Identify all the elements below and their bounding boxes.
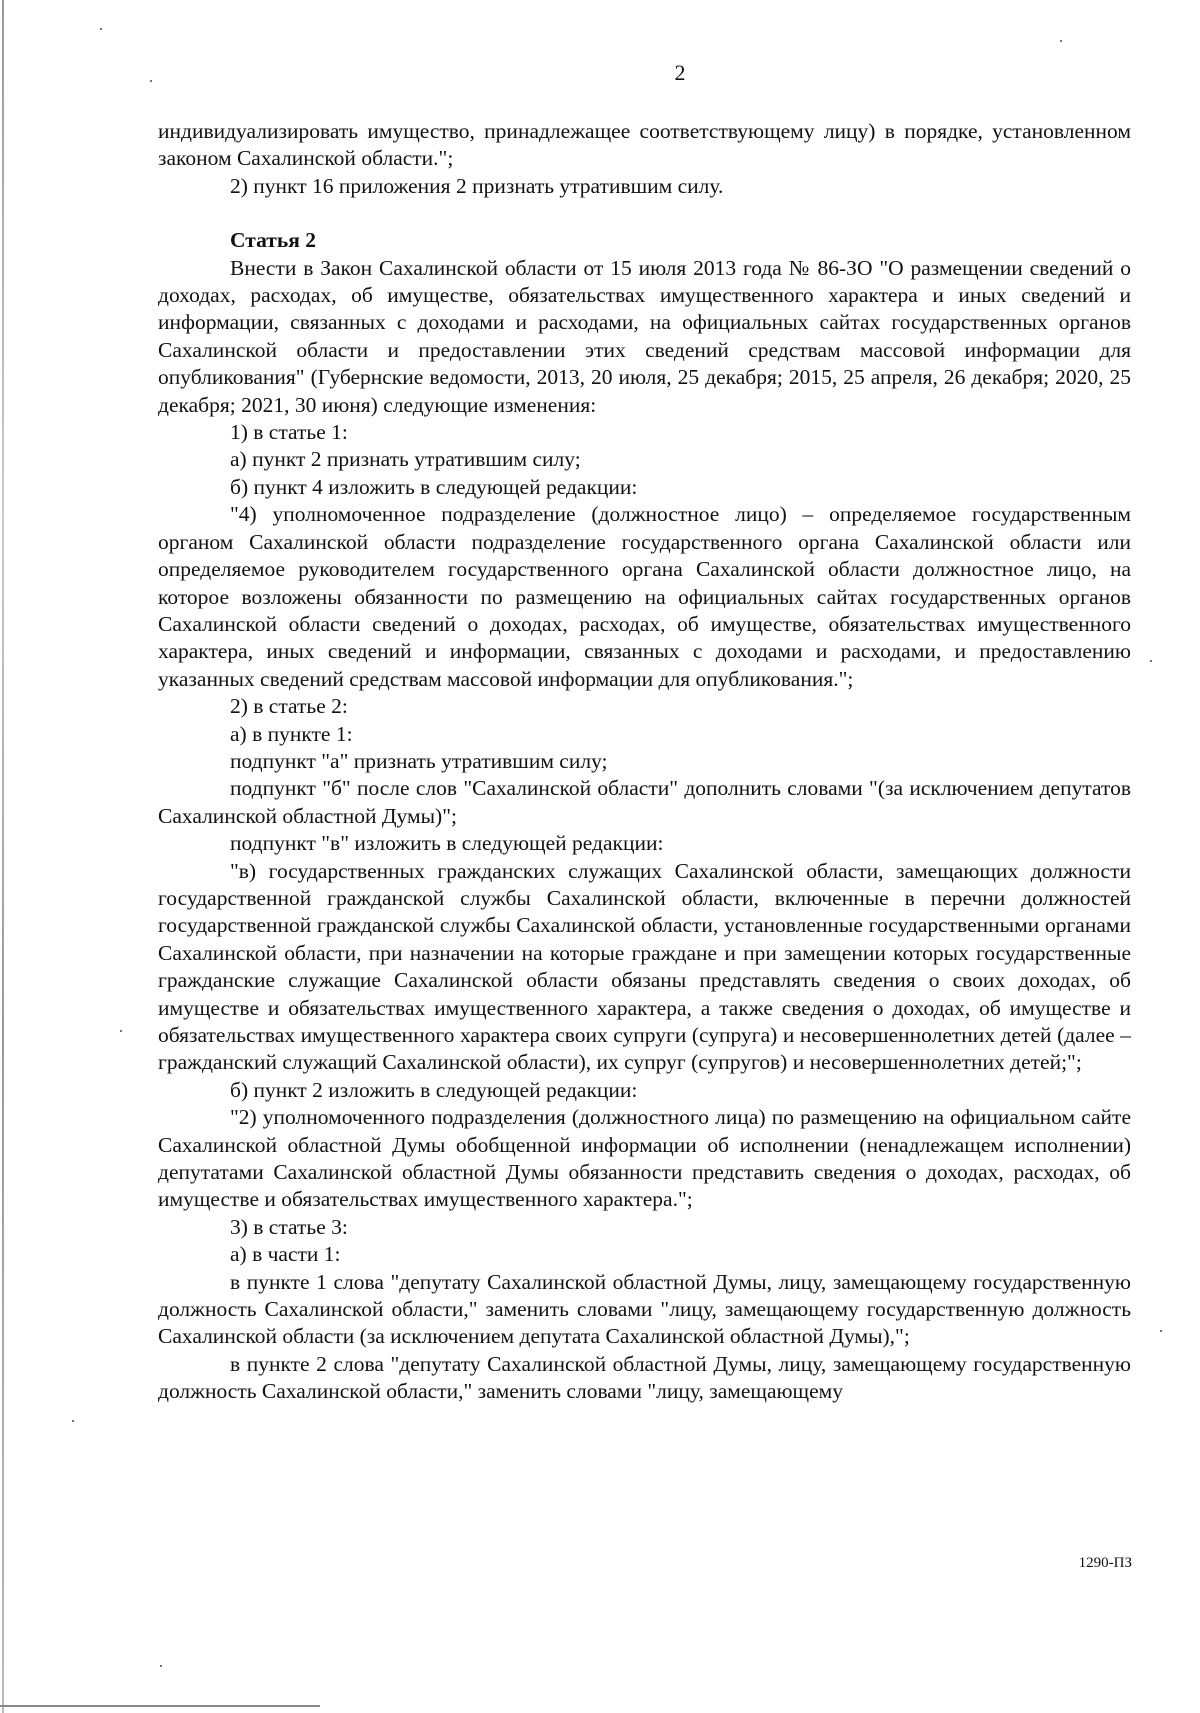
scan-speck — [72, 1420, 74, 1422]
document-code: 1290-ПЗ — [1078, 1555, 1132, 1571]
paragraph: подпункт "в" изложить в следующей редакции: — [230, 831, 664, 856]
paragraph: 2) в статье 2: — [230, 694, 348, 719]
paragraph: 1) в статье 1: — [230, 420, 348, 445]
scan-left-edge — [2, 0, 4, 1713]
paragraph: подпункт "б" после слов "Сахалинской области" дополнить словами "(за исключением депутатов Сахалинской областной Думы)"; — [158, 776, 1131, 828]
paragraph: а) в пункте 1: — [230, 721, 353, 746]
paragraph: б) пункт 2 изложить в следующей редакции: — [230, 1077, 638, 1102]
paragraph: "в) государственных гражданских служащих Сахалинской области, замещающих должности государственной гражданской службы Сахалинской области, включенные в перечни должностей государственной гражданской службы Сахалинской области, установленные государственными органами Сахалинской области, при назначении на которые граждане и при замещении которых государственные гражданские служащие Сахалинской области обязаны представлять сведения о своих доходах, об имуществе и обязательствах имущественного характера, а также сведения о доходах, об имуществе и обязательствах имущественного характера своих супруги (супруга) и несовершеннолетних детей (далее – гражданский служащий Сахалинской области), их супруг (супругов) и несовершеннолетних детей;"; — [158, 858, 1131, 1075]
scan-speck — [150, 80, 152, 82]
paragraph: "2) уполномоченного подразделения (должностного лица) по размещению на официальном сайте Сахалинской областной Думы обобщенной информации об исполнении (ненадлежащем исполнении) депутатами Сахалинской областной Думы обязанности представить сведения о доходах, расходах, об имуществе и обязательствах имущественного характера."; — [158, 1105, 1131, 1212]
scan-speck — [1060, 40, 1062, 42]
scan-speck — [120, 1030, 122, 1032]
paragraph: 2) пункт 16 приложения 2 признать утратившим силу. — [230, 173, 724, 198]
paragraph-spacer — [158, 200, 1131, 227]
paragraph: 3) в статье 3: — [230, 1214, 348, 1239]
scan-speck — [1150, 660, 1152, 662]
paragraph: в пункте 1 слова "депутату Сахалинской областной Думы, лицу, замещающему государственную должность Сахалинской области," заменить словами "лицу, замещающему государственную должность Сахалинской области (за исключением депутата Сахалинской областной Думы),"; — [158, 1269, 1131, 1349]
paragraph: индивидуализировать имущество, принадлежащее соответствующему лицу) в порядке, установленном законом Сахалинской области."; — [158, 119, 1131, 171]
paragraph: подпункт "а" признать утратившим силу; — [230, 748, 608, 773]
paragraph: а) в части 1: — [230, 1242, 341, 1267]
paragraph: "4) уполномоченное подразделение (должностное лицо) – определяемое государственным органом Сахалинской области подразделение государственного органа Сахалинской области или определяемое руководителем государственного органа Сахалинской области должностное лицо, на которое возложены обязанности по размещению на официальных сайтах государственных органов Сахалинской области сведений о доходах, расходах, об имуществе, обязательствах имущественного характера, иных сведений и информации, связанных с доходами и расходами, и предоставлению указанных сведений средствам массовой информации для опубликования."; — [158, 502, 1131, 691]
paragraph: б) пункт 4 изложить в следующей редакции: — [230, 474, 638, 499]
paragraph: а) пункт 2 признать утратившим силу; — [230, 447, 581, 472]
page-number: 2 — [674, 60, 686, 85]
scan-speck — [160, 1665, 162, 1667]
paragraph: в пункте 2 слова "депутату Сахалинской областной Думы, лицу, замещающему государственную должность Сахалинской области," заменить словами "лицу, замещающему — [158, 1351, 1131, 1404]
paragraph: Внести в Закон Сахалинской области от 15 июля 2013 года № 86-ЗО "О размещении сведений о доходах, расходах, об имуществе, обязательствах имущественного характера и иных сведений и информации, связанных с доходами и расходами, на официальных сайтах государственных органов Сахалинской области и предоставлении этих сведений средствам массовой информации для опубликования" (Губернские ведомости, 2013, 20 июля, 25 декабря; 2015, 25 апреля, 26 декабря; 2020, 25 декабря; 2021, 30 июня) следующие изменения: — [158, 255, 1131, 417]
article-heading: Статья 2 — [230, 228, 316, 253]
scan-bottom-edge — [0, 1705, 320, 1707]
scan-speck — [100, 28, 102, 30]
document-body — [158, 118, 1131, 1406]
scan-speck — [1160, 1330, 1162, 1332]
